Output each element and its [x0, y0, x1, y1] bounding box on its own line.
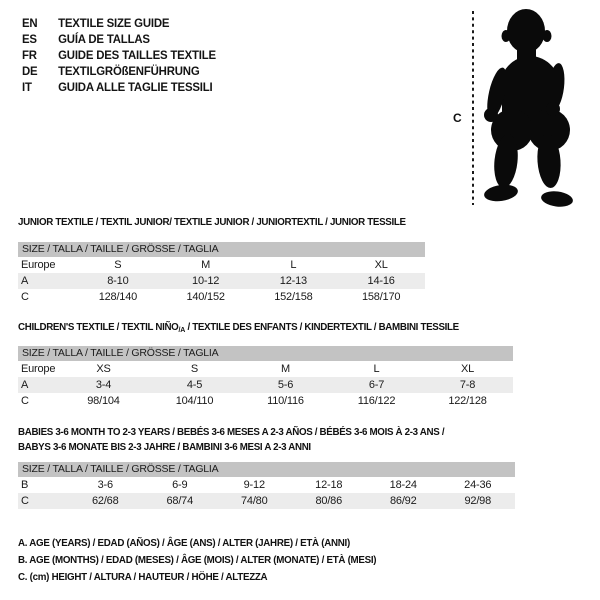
value-cell: 128/140 [98, 291, 138, 303]
language-title: GUIDE DES TAILLES TEXTILE [58, 48, 216, 62]
value-cell: 122/128 [448, 395, 487, 407]
value-cell: 3-4 [95, 379, 112, 391]
table-row-europe [18, 257, 425, 273]
junior-size-table [18, 242, 425, 305]
value-cell: M [281, 363, 290, 375]
language-title-list [22, 15, 216, 95]
table-row-europe [18, 361, 513, 377]
children-heading-prefix: CHILDREN'S TEXTILE / TEXTIL NIÑO [18, 321, 179, 333]
size-header-bar: SIZE / TALLA / TAILLE / GRÖSSE / TAGLIA [18, 346, 513, 361]
babies-heading-line1: BABIES 3-6 MONTH TO 2-3 YEARS / BEBÉS 3-6 MESES A 2-3 AÑOS / BÉBÉS 3-6 MOIS À 2-3 ANS / [18, 426, 445, 438]
value-cell: 152/158 [274, 291, 313, 303]
language-title: TEXTILE SIZE GUIDE [58, 16, 170, 30]
value-cell: L [373, 363, 380, 375]
language-code: IT [22, 80, 32, 94]
table-row-age-months [18, 477, 515, 493]
language-code: ES [22, 32, 37, 46]
table-row-height [18, 393, 513, 409]
babies-size-table [18, 462, 515, 509]
table-row-age [18, 377, 513, 393]
language-row-en [22, 15, 216, 31]
row-label-cell: C [21, 395, 29, 407]
language-title: GUIDA ALLE TAGLIE TESSILI [58, 80, 213, 94]
language-row-de [22, 63, 216, 79]
height-label: C [453, 111, 462, 125]
value-cell: 6-9 [172, 479, 188, 491]
value-cell: 4-5 [186, 379, 203, 391]
table-row-height [18, 493, 515, 509]
value-cell: 92/98 [464, 495, 492, 507]
value-cell: 6-7 [368, 379, 385, 391]
table-row-height [18, 289, 425, 305]
language-title: GUÍA DE TALLAS [58, 32, 150, 46]
note-height-cm: C. (cm) HEIGHT / ALTURA / HAUTEUR / HÖHE / ALTEZZA [18, 571, 268, 583]
value-cell: 98/104 [87, 395, 120, 407]
row-label-cell: Europe [21, 363, 56, 375]
language-code: FR [22, 48, 37, 62]
language-row-it [22, 79, 216, 95]
value-cell: 8-10 [107, 275, 129, 287]
value-cell: XS [96, 363, 111, 375]
language-title: TEXTILGRÖßENFÜHRUNG [58, 64, 200, 78]
value-cell: XL [460, 363, 475, 375]
value-cell: XL [374, 259, 388, 271]
language-code: DE [22, 64, 38, 78]
row-label-cell: A [21, 275, 29, 287]
value-cell: 116/122 [357, 395, 396, 407]
language-row-es [22, 31, 216, 47]
value-cell: 158/170 [361, 291, 401, 303]
value-cell: 104/110 [175, 395, 214, 407]
row-label-cell: C [21, 291, 29, 303]
value-cell: 140/152 [186, 291, 225, 303]
value-cell: 9-12 [243, 479, 265, 491]
row-label-cell: A [21, 379, 29, 391]
children-heading-subscript: /A [178, 325, 186, 334]
value-cell: 86/92 [389, 495, 417, 507]
value-cell: 14-16 [367, 275, 395, 287]
value-cell: 12-13 [279, 275, 307, 287]
babies-heading-line2: BABYS 3-6 MONATE BIS 2-3 JAHRE / BAMBINI 3-6 MESI A 2-3 ANNI [18, 441, 311, 453]
value-cell: 24-36 [464, 479, 492, 491]
table-row-age [18, 273, 425, 289]
value-cell: 5-6 [277, 379, 294, 391]
value-cell: 3-6 [97, 479, 113, 491]
children-size-table [18, 346, 513, 409]
babies-table-heading [18, 425, 444, 455]
language-code: EN [22, 16, 38, 30]
value-cell: 80/86 [315, 495, 343, 507]
value-cell: 62/68 [91, 495, 119, 507]
legend-notes [18, 535, 376, 586]
language-row-fr [22, 47, 216, 63]
row-label-cell: Europe [21, 259, 56, 271]
value-cell: 7-8 [459, 379, 476, 391]
value-cell: S [114, 259, 122, 271]
junior-table-heading: JUNIOR TEXTILE / TEXTIL JUNIOR/ TEXTILE JUNIOR / JUNIORTEXTIL / JUNIOR TESSILE [18, 216, 406, 228]
baby-silhouette-figure [450, 5, 600, 210]
value-cell: 74/80 [240, 495, 268, 507]
baby-silhouette-icon [483, 9, 574, 208]
value-cell: 12-18 [315, 479, 343, 491]
value-cell: 110/116 [267, 395, 304, 407]
size-header-bar: SIZE / TALLA / TAILLE / GRÖSSE / TAGLIA [18, 242, 425, 257]
note-age-years: A. AGE (YEARS) / EDAD (AÑOS) / ÂGE (ANS) / ALTER (JAHRE) / ETÀ (ANNI) [18, 537, 350, 549]
value-cell: 68/74 [166, 495, 194, 507]
value-cell: 10-12 [192, 275, 220, 287]
value-cell: L [290, 259, 297, 271]
children-table-heading [18, 321, 459, 334]
row-label-cell: B [21, 479, 29, 491]
children-heading-suffix: / TEXTILE DES ENFANTS / KINDERTEXTIL / BAMBINI TESSILE [185, 321, 459, 333]
value-cell: S [190, 363, 199, 375]
row-label-cell: C [21, 495, 29, 507]
value-cell: M [201, 259, 211, 271]
size-header-bar: SIZE / TALLA / TAILLE / GRÖSSE / TAGLIA [18, 462, 515, 477]
value-cell: 18-24 [389, 479, 417, 491]
note-age-months: B. AGE (MONTHS) / EDAD (MESES) / ÂGE (MOIS) / ALTER (MONATE) / ETÀ (MESI) [18, 554, 377, 566]
